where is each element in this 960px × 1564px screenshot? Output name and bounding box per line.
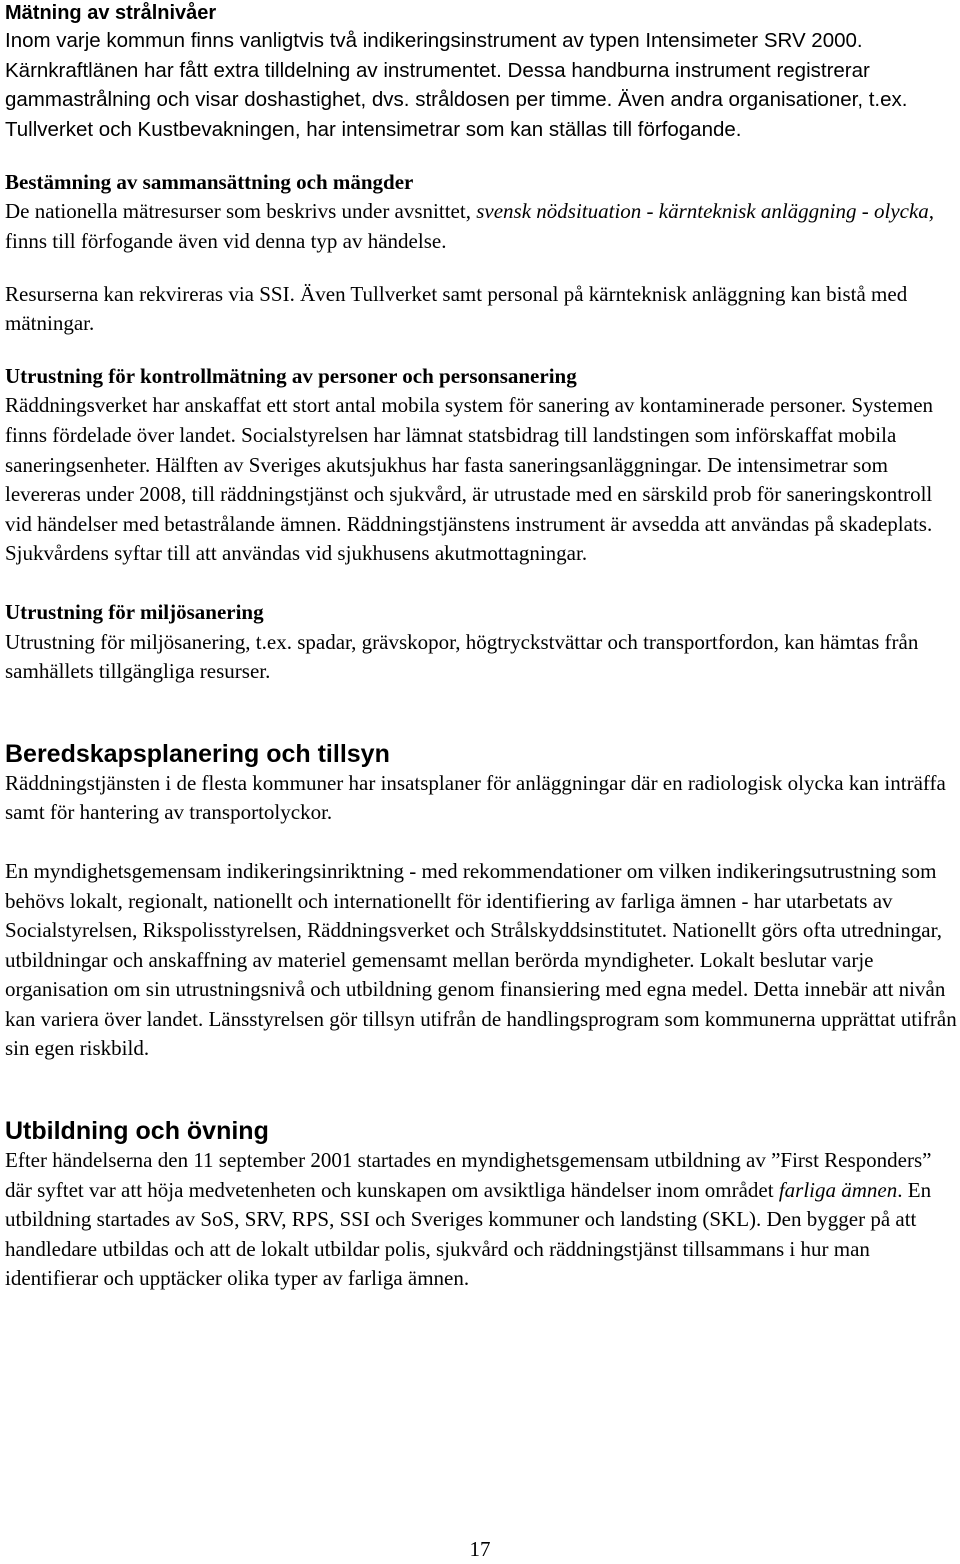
italic-term: farliga ämnen (778, 1177, 898, 1202)
section-body-kontrollmatning: Räddningsverket har anskaffat ett stort antal mobila system för sanering av kontaminerade personer. Systemen finns fördelade över landet. Socialstyrelsen har lämnat statsbidrag till landstingen som införskaffat mobila saneringsenheter. Hälften av Sveriges akutsjukhus har fasta saneringsanläggningar. De intensimetrar som levereras under 2008, till räddningstjänst och sjukvård, är utrustade med en särskild prob för saneringskontroll vid händelser med betastrålande ämnen. Räddningstjänstens instrument är avsedda att användas på skadeplats. Sjukvårdens syftar till att användas vid sjukhusens akutmottagningar. (5, 393, 934, 566)
section-paragraph-bestamning-1 (5, 197, 957, 256)
spacer (5, 145, 957, 168)
text-run: De nationella mätresurser som beskrivs under avsnittet, (5, 199, 477, 224)
document-page (5, 0, 957, 1294)
section-heading-beredskap: Beredskapsplanering och tillsyn (5, 739, 390, 768)
section-body-miljosanering: Utrustning för miljösanering, t.ex. spadar, grävskopor, högtryckstvättar och transportfordon, kan hämtas från samhällets tillgängliga resurser. (5, 629, 919, 684)
text-run: . En utbildning startades av SoS, SRV, RPS, SSI och Sveriges kommuner och landsting (SKL). Den bygger på att handledare utbildas och att de lokalt utbildar polis, sjukvård och räddningstjänst tillsammans i hur man identifierar och upptäcker olika typer av farliga ämnen. (5, 1177, 932, 1291)
spacer (5, 828, 957, 857)
section-heading-matning: Mätning av strålnivåer (5, 2, 217, 24)
spacer (5, 339, 957, 362)
text-run: Efter händelserna den 11 september 2001 startades en myndighetsgemensam utbildning av ”First Responders” där syftet var att höja medvetenheten och kunskapen om avsiktliga händelser inom området (5, 1148, 932, 1202)
section-heading-utbildning: Utbildning och övning (5, 1117, 269, 1146)
section-heading-bestamning: Bestämning av sammansättning och mängder (5, 169, 414, 194)
italic-reference: svensk nödsituation - kärnteknisk anläggning - olycka, (476, 199, 935, 224)
section-paragraph-bestamning-2: Resurserna kan rekvireras via SSI. Även Tullverket samt personal på kärnteknisk anläggning kan bistå med mätningar. (5, 281, 908, 336)
spacer (5, 569, 957, 598)
section-heading-kontrollmatning: Utrustning för kontrollmätning av personer och personsanering (5, 363, 577, 388)
page-number: 17 (469, 1537, 491, 1561)
section-paragraph-beredskap-1: Räddningstjänsten i de flesta kommuner har insatsplaner för anläggningar där en radiologisk olycka kan inträffa samt för hantering av transportolyckor. (5, 770, 946, 825)
section-paragraph-beredskap-2: En myndighetsgemensam indikeringsinriktning - med rekommendationer om vilken indikeringsutrustning som behövs lokalt, regionalt, nationellt och internationellt för identifiering av farliga ämnen - har utarbetats av Socialstyrelsen, Rikspolisstyrelsen, Räddningsverket och Strålskyddsinstitutet. Nationellt görs ofta utredningar, utbildningar och anskaffning av materiel gemensamt mellan berörda myndigheter. Lokalt beslutar varje organisation om sin utrustningsnivå och utbildning genom finansiering med egna medel. Detta innebär att nivån kan variera över landet. Länsstyrelsen gör tillsyn utifrån de handlingsprogram som kommunerna upprättat utifrån sin egen riskbild. (5, 858, 957, 1061)
spacer (5, 257, 957, 280)
section-heading-miljosanering: Utrustning för miljösanering (5, 599, 264, 624)
section-body-matning: Inom varje kommun finns vanligtvis två indikeringsinstrument av typen Intensimeter SRV 2000. Kärnkraftlänen har fått extra tilldelning av instrumentet. Dessa handburna instrument registrerar gammastrålning och visar doshastighet, dvs. stråldosen per timme. Även andra organisationer, t.ex. Tullverket och Kustbevakningen, har intensimetrar som kan ställas till förfogande. (5, 29, 908, 142)
spacer (5, 1064, 957, 1116)
section-paragraph-utbildning (5, 1146, 957, 1294)
text-run: finns till förfogande även vid denna typ av händelse. (5, 229, 447, 253)
spacer (5, 687, 957, 739)
